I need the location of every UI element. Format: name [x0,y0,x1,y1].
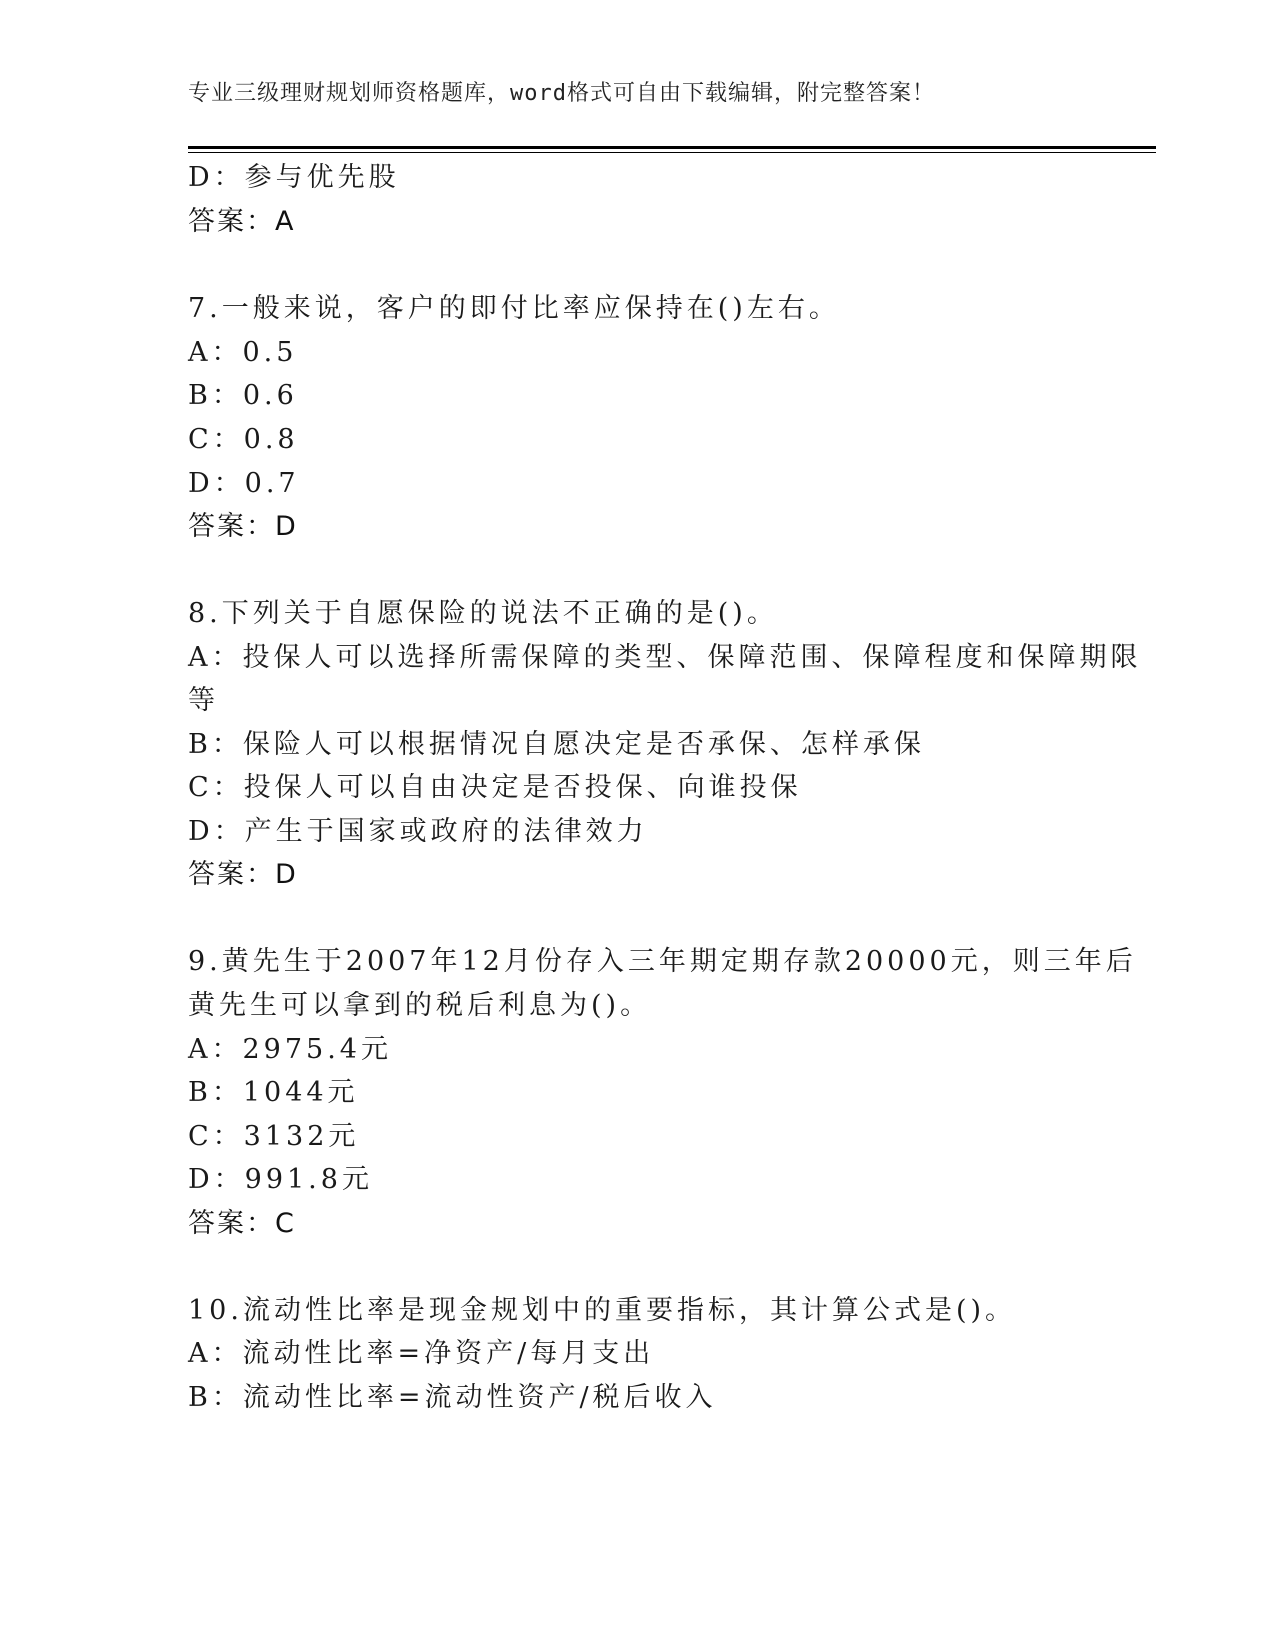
q7-option-d: D：0.7 [188,468,300,499]
q8-option-c: C：投保人可以自由决定是否投保、向谁投保 [188,772,802,803]
q10-option-b: B：流动性比率=流动性资产/税后收入 [188,1382,717,1413]
q8-option-a-cont: 等 [188,685,219,716]
q9-option-a: A：2975.4元 [188,1034,392,1065]
q7-option-b: B：0.6 [188,380,298,411]
q8-option-b: B：保险人可以根据情况自愿决定是否承保、怎样承保 [188,729,925,760]
q8-option-d: D：产生于国家或政府的法律效力 [188,816,648,847]
q7-answer: 答案：D [188,511,298,542]
q6-answer: 答案：A [188,206,296,237]
q10-option-a: A：流动性比率=净资产/每月支出 [188,1338,655,1369]
q8-stem: 8.下列关于自愿保险的说法不正确的是()。 [188,598,778,629]
header-rule-thick [188,146,1156,149]
q9-stem-cont: 黄先生可以拿到的税后利息为()。 [188,990,652,1021]
q10-stem: 10.流动性比率是现金规划中的重要指标，其计算公式是()。 [188,1295,1017,1326]
q7-stem: 7.一般来说，客户的即付比率应保持在()左右。 [188,293,840,324]
q8-answer: 答案：D [188,859,298,890]
q6-option-d: D：参与优先股 [188,162,400,193]
q9-stem: 9.黄先生于2007年12月份存入三年期定期存款20000元，则三年后 [188,946,1137,977]
page-header: 专业三级理财规划师资格题库，word格式可自由下载编辑，附完整答案！ [188,81,935,106]
q9-option-c: C：3132元 [188,1121,360,1152]
q7-option-a: A：0.5 [188,337,298,368]
q9-answer: 答案：C [188,1208,296,1239]
header-rule-thin [188,152,1156,153]
q7-option-c: C：0.8 [188,424,299,455]
q9-option-b: B：1044元 [188,1077,359,1108]
q8-option-a: A：投保人可以选择所需保障的类型、保障范围、保障程度和保障期限 [188,642,1142,673]
q9-option-d: D：991.8元 [188,1164,373,1195]
